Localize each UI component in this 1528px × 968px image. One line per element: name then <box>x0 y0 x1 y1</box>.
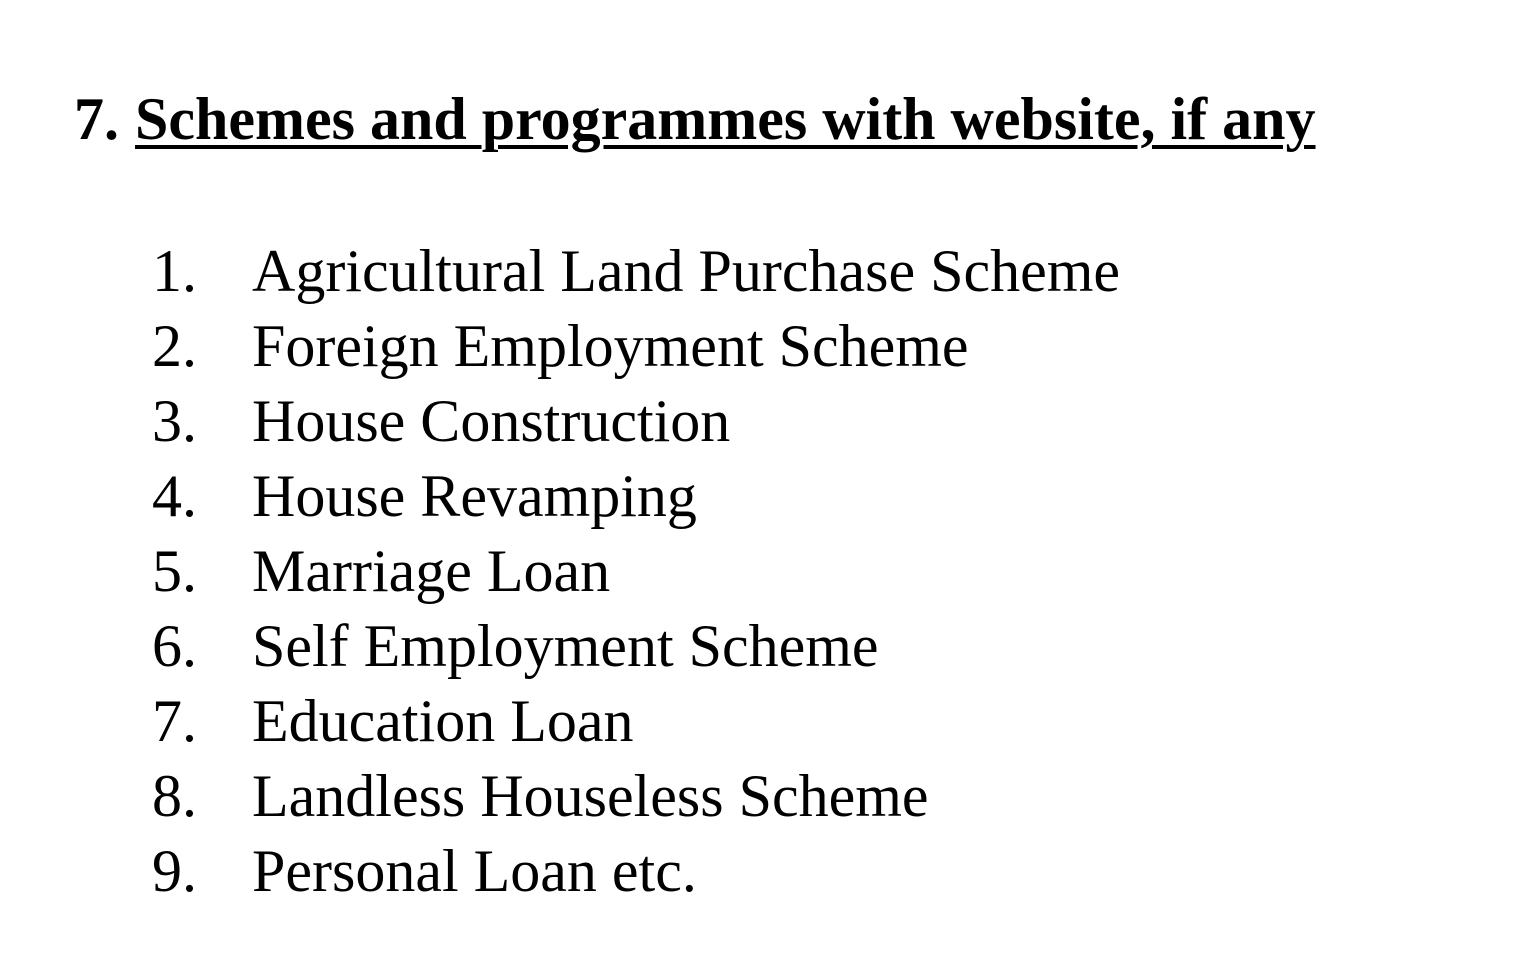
list-item-label: Personal Loan etc. <box>252 838 697 904</box>
list-item-label: House Construction <box>252 388 731 454</box>
list-item <box>152 536 1120 611</box>
list-item <box>152 686 1120 761</box>
list-item-number: 5. <box>152 538 197 604</box>
list-item <box>152 836 1120 911</box>
list-item-number: 2. <box>152 313 197 379</box>
list-item <box>152 311 1120 386</box>
list-item-label: House Revamping <box>252 463 697 529</box>
list-item-number: 7. <box>152 688 197 754</box>
list-item-number: 3. <box>152 388 197 454</box>
list-item-number: 4. <box>152 463 197 529</box>
list-item <box>152 236 1120 311</box>
section-heading <box>74 84 1316 154</box>
list-item-label: Marriage Loan <box>252 538 611 604</box>
list-item-number: 9. <box>152 838 197 904</box>
list-item-number: 8. <box>152 763 197 829</box>
scheme-list <box>152 236 1120 911</box>
list-item <box>152 611 1120 686</box>
list-item <box>152 461 1120 536</box>
list-item-label: Self Employment Scheme <box>252 613 879 679</box>
list-item-number: 1. <box>152 238 197 304</box>
list-item-number: 6. <box>152 613 197 679</box>
list-item-label: Landless Houseless Scheme <box>252 763 929 829</box>
list-item-label: Education Loan <box>252 688 634 754</box>
list-item-label: Foreign Employment Scheme <box>252 313 969 379</box>
list-item <box>152 386 1120 461</box>
list-item <box>152 761 1120 836</box>
section-title: Schemes and programmes with website, if any <box>135 86 1316 152</box>
list-item-label: Agricultural Land Purchase Scheme <box>252 238 1121 304</box>
section-number: 7. <box>74 86 119 152</box>
